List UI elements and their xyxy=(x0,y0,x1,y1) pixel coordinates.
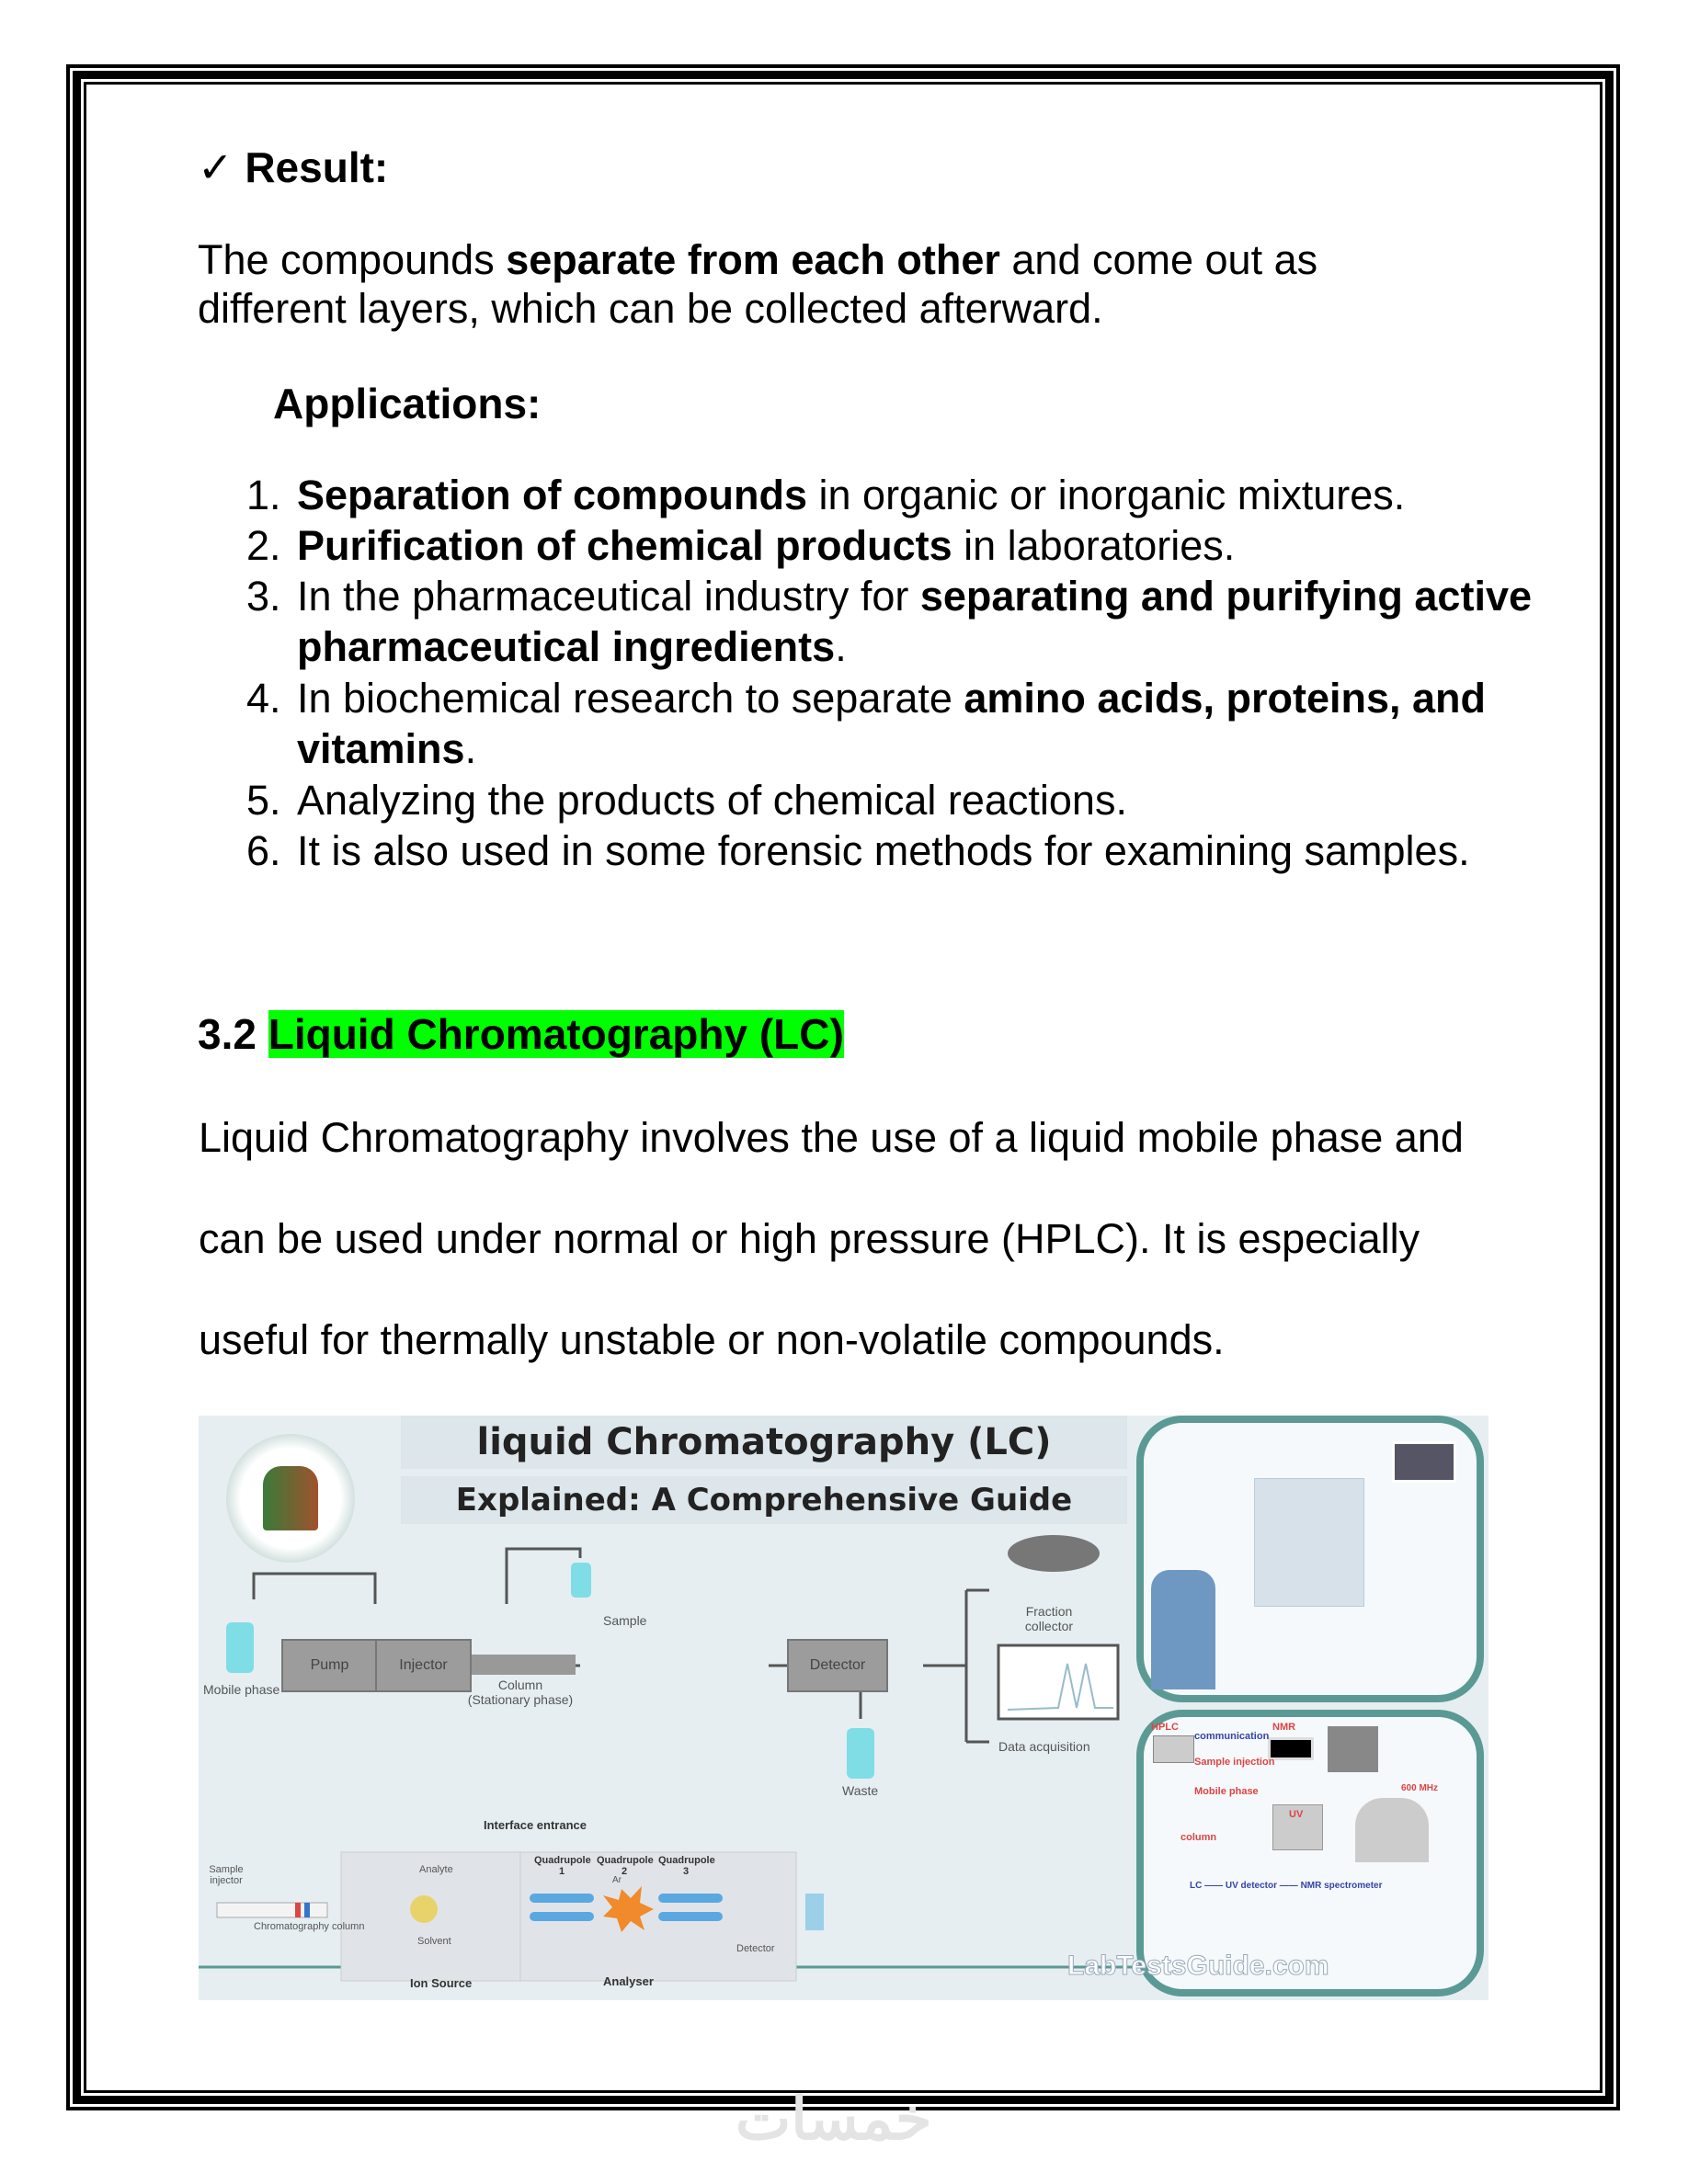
list-item xyxy=(246,470,1570,520)
list-text: It is also used in some forensic methods for examining samples. xyxy=(297,827,1470,874)
label: Quadrupole 3 xyxy=(658,1855,715,1877)
label: Quadrupole 2 xyxy=(597,1855,654,1877)
injector-box: Injector xyxy=(375,1639,472,1692)
nmr-magnet-icon xyxy=(1355,1798,1429,1862)
list-item xyxy=(246,775,1570,825)
text-run: The compounds xyxy=(198,236,507,283)
text-run: and come out as xyxy=(999,236,1318,283)
label: Detector xyxy=(736,1943,775,1954)
lc-paragraph-line: Liquid Chromatography involves the use of a liquid mobile phase and xyxy=(199,1114,1464,1161)
label: Sample injector xyxy=(209,1864,244,1886)
chamber-icon xyxy=(1254,1478,1364,1607)
list-number: 5. xyxy=(246,777,281,824)
chain-label: LC —— UV detector —— NMR spectrometer xyxy=(1190,1881,1383,1891)
nmr-label: NMR xyxy=(1272,1722,1296,1733)
label: Column (Stationary phase) xyxy=(467,1678,574,1707)
hplc-unit-icon xyxy=(1153,1735,1194,1763)
label: Analyte xyxy=(419,1864,453,1875)
detector-box: Detector xyxy=(787,1639,888,1692)
figure-watermark: LabTestsGuide.com xyxy=(1067,1951,1329,1981)
list-number: 2. xyxy=(246,522,281,569)
label: Ar xyxy=(612,1875,622,1885)
list-item xyxy=(246,825,1570,876)
label: Quadrupole 1 xyxy=(534,1855,591,1877)
mobile-phase-bottle-icon xyxy=(226,1622,254,1673)
list-text: In biochemical research to separate amino acids, proteins, and vitamins. xyxy=(297,675,1487,772)
uv-label: UV xyxy=(1289,1809,1304,1820)
hplc-label: HPLC xyxy=(1151,1722,1179,1733)
list-number: 1. xyxy=(246,472,281,518)
label: Interface entrance xyxy=(484,1818,587,1832)
list-item xyxy=(246,520,1570,571)
section-heading: 3.2 Liquid Chromatography (LC) xyxy=(198,1010,844,1058)
label: Solvent xyxy=(417,1936,451,1947)
column-label: column xyxy=(1180,1832,1217,1843)
list-item xyxy=(246,571,1570,672)
communication-label: communication xyxy=(1194,1731,1270,1742)
sample-bottle-icon xyxy=(571,1563,591,1598)
computer-monitor-icon xyxy=(1392,1441,1456,1483)
result-paragraph: The compounds separate from each other and come out as different layers, which can be collected afterward. xyxy=(198,236,1318,332)
list-number: 4. xyxy=(246,675,281,722)
list-number: 3. xyxy=(246,573,281,620)
label: Data acquisition xyxy=(998,1739,1090,1754)
lc-paragraph-line: useful for thermally unstable or non-volatile compounds. xyxy=(199,1316,1225,1363)
section-title-highlight: Liquid Chromatography (LC) xyxy=(268,1010,844,1058)
list-text: Purification of chemical products in laboratories. xyxy=(297,522,1236,569)
text-run: separate from each other xyxy=(506,236,1000,283)
label: Chromatography column xyxy=(254,1921,365,1932)
label: Waste xyxy=(842,1783,879,1798)
list-item xyxy=(246,673,1570,774)
lc-paragraph-line: can be used under normal or high pressure (HPLC). It is especially xyxy=(199,1215,1420,1262)
list-number: 6. xyxy=(246,827,281,874)
sample-injection-label: Sample injection xyxy=(1194,1757,1275,1768)
label: Analyser xyxy=(603,1974,654,1988)
figure-title: liquid Chromatography (LC) xyxy=(401,1416,1127,1469)
nmr-console-icon xyxy=(1328,1726,1378,1772)
flow-connectors xyxy=(199,1416,1136,2000)
label: Fraction collector xyxy=(1024,1604,1074,1633)
waste-bottle-icon xyxy=(847,1728,874,1779)
label: Sample xyxy=(603,1613,647,1628)
gas-cylinder-icon xyxy=(1151,1570,1215,1689)
applications-heading: Applications: xyxy=(273,380,542,427)
list-text: Separation of compounds in organic or inorganic mixtures. xyxy=(297,472,1406,518)
mhz-label: 600 MHz xyxy=(1401,1783,1439,1793)
lc-figure xyxy=(199,1416,1488,2000)
fraction-collector-icon xyxy=(1008,1535,1100,1572)
apparatus-panel xyxy=(1136,1416,1484,1702)
page-watermark: خمسات xyxy=(736,2086,932,2152)
mobile-phase-label: Mobile phase xyxy=(1194,1786,1259,1797)
label: Mobile phase xyxy=(203,1682,280,1697)
check-icon: ✓ xyxy=(198,143,234,191)
list-text: Analyzing the products of chemical reactions. xyxy=(297,777,1127,824)
label: Ion Source xyxy=(410,1976,473,1990)
result-heading: ✓ Result: xyxy=(198,143,389,191)
nmr-screen-icon xyxy=(1268,1737,1314,1760)
list-text: In the pharmaceutical industry for separating and purifying active pharmaceutical ingredients. xyxy=(297,573,1532,670)
pump-box: Pump xyxy=(281,1639,378,1692)
figure-subtitle: Explained: A Comprehensive Guide xyxy=(401,1476,1127,1524)
